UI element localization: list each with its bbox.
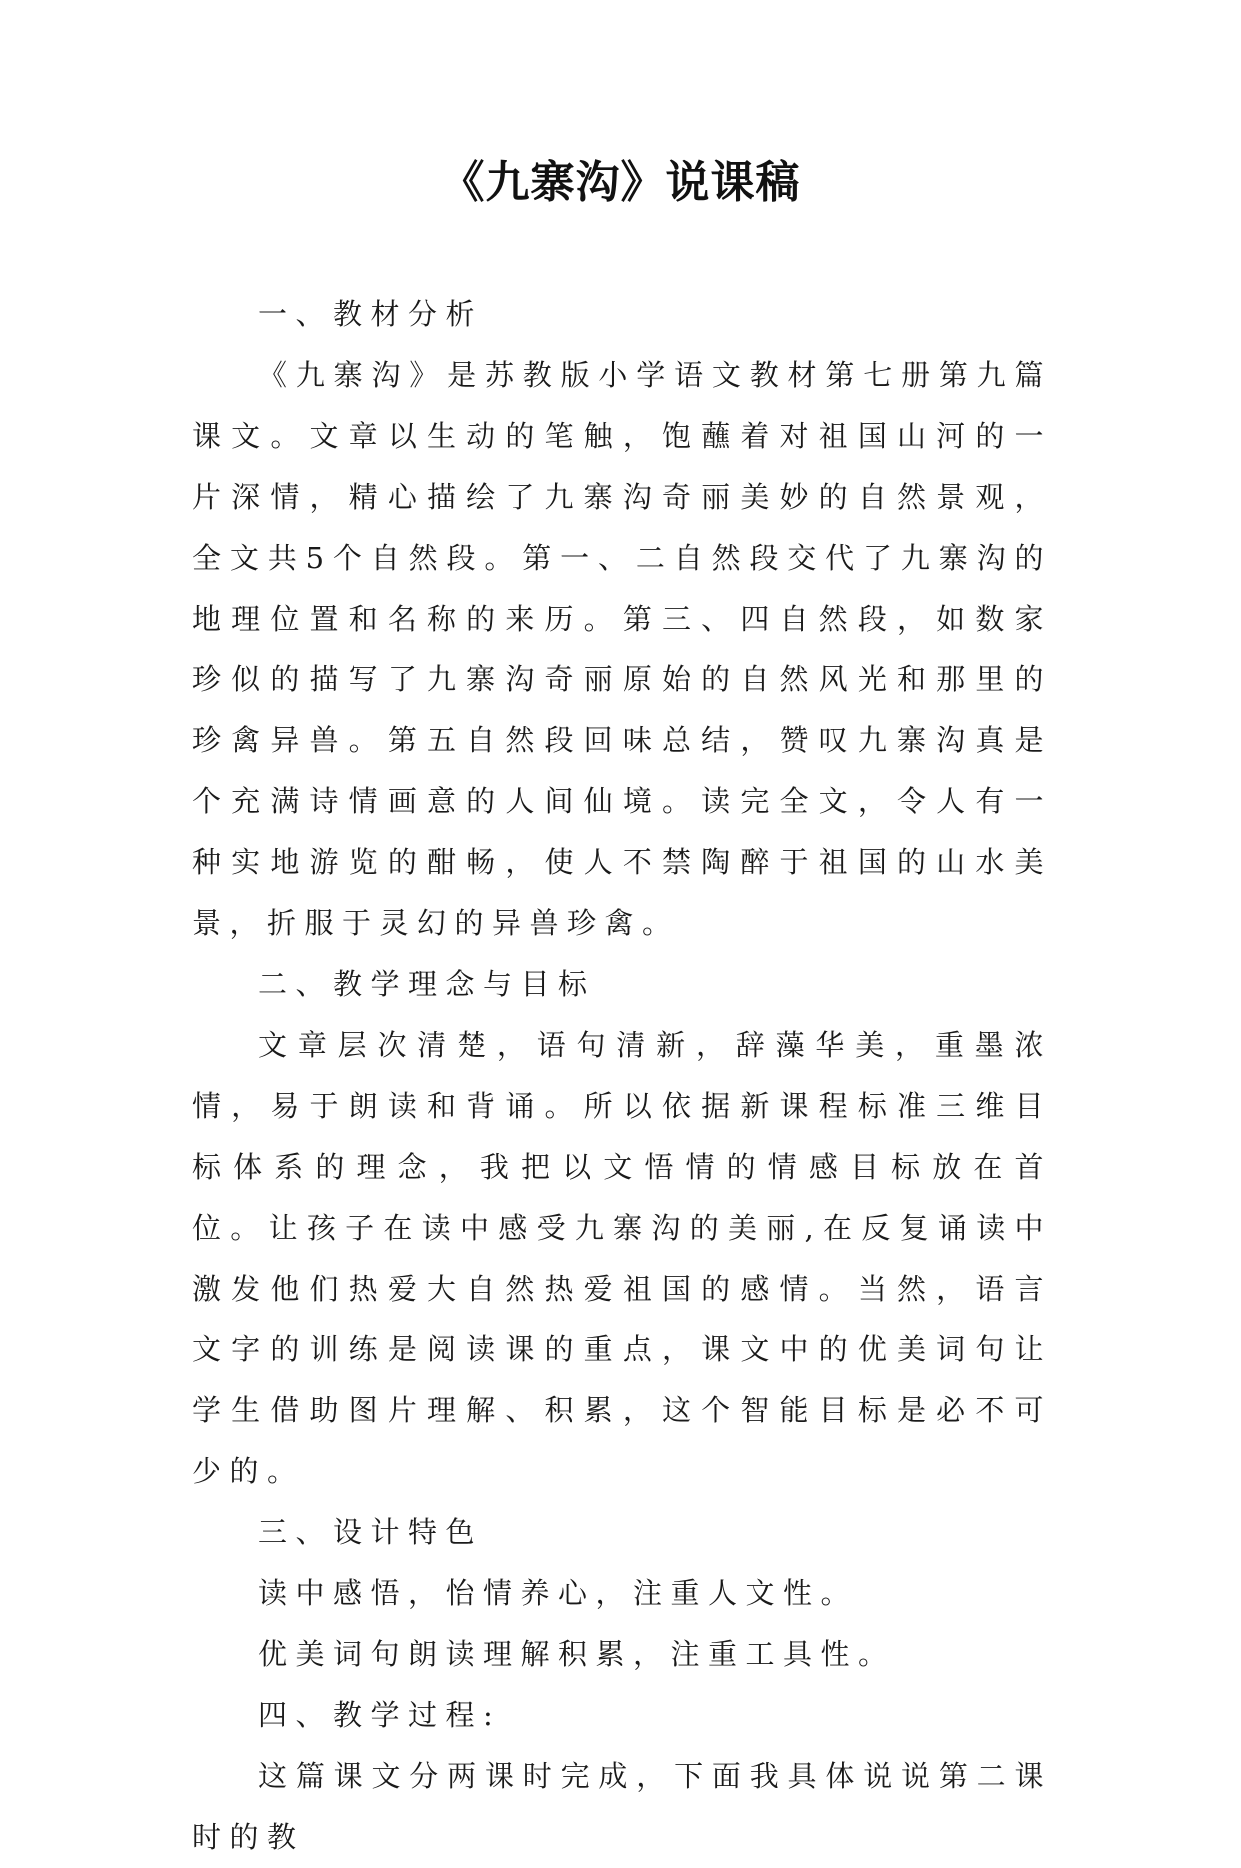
section-heading-teaching-process: 四、教学过程: [258, 1697, 502, 1732]
section-heading-design-features: 三、设计特色 [258, 1515, 484, 1550]
section-heading-materials: 一、教材分析 [258, 297, 484, 331]
paragraph-philosophy-goals: 文章层次清楚，语句清新，辞藻华美，重墨浓情，易于朗读和背诵。所以依据新课程标准三维目标体系的理念，我把以文悟情的情感目标放在首位。让孩子在读中感受九寨沟的美丽,在反复诵读中激发他们热爱大自然热爱祖国的感情。当然，语言文字的训练是阅读课的重点，课文中的优美词句让学生借助图片理解、积累，这个智能目标是必不可少的。 [192, 1027, 1052, 1489]
paragraph-design-feature-1: 读中感悟，怡情养心，注重人文性。 [258, 1576, 859, 1611]
paragraph-materials-analysis: 《九寨沟》是苏教版小学语文教材第七册第九篇课文。文章以生动的笔触，饱蘸着对祖国山河的一片深情，精心描绘了九寨沟奇丽美妙的自然景观，全文共5个自然段。第一、二自然段交代了九寨沟的地理位置和名称的来历。第三、四自然段，如数家珍似的描写了九寨沟奇丽原始的自然风光和那里的珍禽异兽。第五自然段回味总结，赞叹九寨沟真是个充满诗情画意的人间仙境。读完全文，令人有一种实地游览的酣畅，使人不禁陶醉于祖国的山水美景，折服于灵幻的异兽珍禽。 [192, 357, 1052, 941]
section-heading-philosophy-goals: 二、教学理念与目标 [258, 966, 596, 1001]
paragraph-teaching-process: 这篇课文分两课时完成，下面我具体说说第二课时的教 [192, 1758, 1052, 1854]
paragraph-design-feature-2: 优美词句朗读理解积累，注重工具性。 [258, 1636, 896, 1671]
document-title: 《九寨沟》说课稿 [440, 157, 801, 208]
document-body [192, 284, 1052, 1868]
